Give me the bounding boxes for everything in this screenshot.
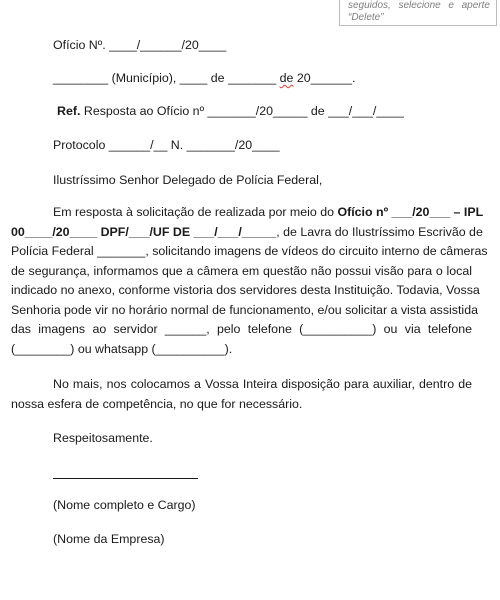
comment-word: seguidos, [348,0,391,11]
spellcheck-word[interactable]: de [279,71,294,85]
comment-balloon[interactable] [339,0,497,26]
comment-line-1 [348,0,490,12]
comment-line-2: “Delete” [348,12,384,23]
comment-word: e [448,0,454,11]
signature-company: (Nome da Empresa) [53,532,165,546]
closing-paragraph [11,375,472,414]
body-line: das imagens ao servidor ______, pelo telefone (__________) ou via telefone [11,322,472,336]
reference-text: Resposta ao Ofício nº _______/20_____ de ___/___/____ [80,104,404,118]
body-text: Em resposta à solicitação de realizada por meio do [53,205,338,219]
sign-off: Respeitosamente. [53,431,153,445]
reference-label: Ref. [57,104,81,118]
body-line: Senhoria pode vir no horário normal de funcionamento, e/ou solicitar a vista assistida [11,302,478,317]
body-line: de segurança, informamos que a câmera em questão não possui visão para o local [11,263,472,278]
municipio-date-end: 20______. [293,71,356,85]
comment-word: selecione [398,0,441,11]
oficio-number-line: Ofício Nº. ____/______/20____ [53,38,227,52]
closing-line: No mais, nos colocamos a Vossa Inteira disposição para auxiliar, dentro de [53,377,472,391]
protocol-line: Protocolo ______/__ N. _______/20____ [53,138,280,152]
body-line [11,203,484,223]
body-line: Polícia Federal _______, solicitando imagens de vídeos do circuito interno de câmeras [11,244,488,258]
oficio-reference-bold: Ofício nº ___/20___ – IPL [337,205,484,219]
ipl-reference-bold: 00____/20____ DPF/___/UF DE ___/___/_____ [11,224,277,239]
reference-line [57,104,404,119]
municipio-date-line [53,71,355,86]
signature-name-cargo: (Nome completo e Cargo) [53,498,196,512]
closing-line: nossa esfera de competência, no que for necessário. [11,396,303,411]
comment-word: aperte [461,0,490,11]
body-line: (________) ou whatsapp (__________). [11,341,233,356]
body-paragraph [11,203,488,359]
body-text: , de Lavra do Ilustríssimo Escrivão de [276,224,483,239]
body-line [11,223,483,243]
municipio-date-start: ________ (Município), ____ de _______ [53,71,280,85]
body-line: indicado no anexo, conforme vistoria dos servidores desta Instituição. Todavia, Vossa [11,283,480,297]
signature-line [53,478,198,479]
salutation: Ilustríssimo Senhor Delegado de Polícia Federal, [53,173,323,187]
